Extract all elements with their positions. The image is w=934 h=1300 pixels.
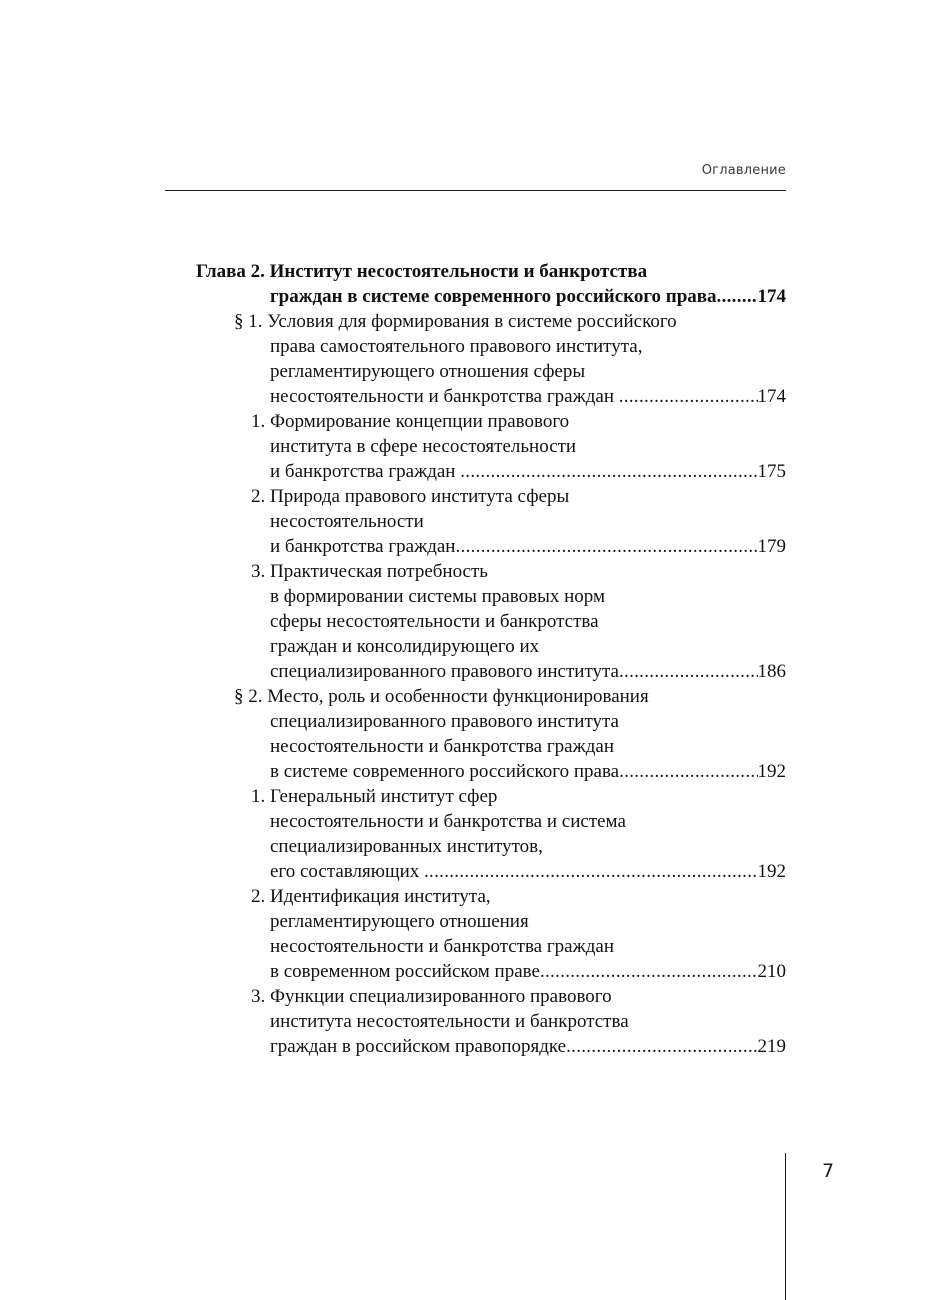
toc-line: несостоятельности и банкротства граждан bbox=[270, 736, 614, 757]
toc-entry-text: граждан в российском правопорядке bbox=[270, 1036, 567, 1057]
toc-line: института в сфере несостоятельности bbox=[270, 436, 577, 457]
toc-page-number: 175 bbox=[757, 461, 786, 482]
folio-rule bbox=[785, 1153, 786, 1300]
toc-line-last bbox=[270, 759, 786, 784]
toc-line: института несостоятельности и банкротства bbox=[270, 1011, 629, 1032]
dot-leader bbox=[424, 859, 758, 884]
dot-leader bbox=[540, 959, 758, 984]
toc-line: 3. Функции специализированного правового bbox=[251, 986, 612, 1007]
page-number: 7 bbox=[822, 1160, 835, 1182]
toc-entry-text: в современном российском праве bbox=[270, 961, 540, 982]
toc-line-last bbox=[270, 959, 786, 984]
toc-page-number: 210 bbox=[757, 961, 786, 982]
toc-entry-text: в системе современного российского права bbox=[270, 761, 620, 782]
toc-line: § 2. Место, роль и особенности функционирования bbox=[234, 686, 649, 707]
toc-line: в формировании системы правовых норм bbox=[270, 586, 605, 607]
toc-line: 1. Формирование концепции правового bbox=[251, 411, 570, 432]
toc-line: специализированных институтов, bbox=[270, 836, 543, 857]
dot-leader bbox=[619, 759, 757, 784]
toc-entry-text: специализированного правового института bbox=[270, 661, 619, 682]
toc-page-number: 174 bbox=[757, 286, 786, 307]
toc-line: регламентирующего отношения bbox=[270, 911, 529, 932]
dot-leader bbox=[619, 659, 758, 684]
dot-leader bbox=[717, 284, 758, 309]
running-head: Оглавление bbox=[701, 163, 786, 178]
toc-entry-text: и банкротства граждан bbox=[270, 461, 461, 482]
toc-line: несостоятельности и банкротства граждан bbox=[270, 936, 614, 957]
toc-page-number: 186 bbox=[757, 661, 786, 682]
toc-line: регламентирующего отношения сферы bbox=[270, 361, 586, 382]
header-rule bbox=[165, 190, 786, 191]
toc-line: права самостоятельного правового института, bbox=[270, 336, 643, 357]
toc-line-last bbox=[270, 659, 786, 684]
toc-line: § 1. Условия для формирования в системе российского bbox=[234, 311, 677, 332]
toc-entry-text: его составляющих bbox=[270, 861, 424, 882]
toc-entry-text: несостоятельности и банкротства граждан bbox=[270, 386, 619, 407]
toc-line-last bbox=[270, 459, 786, 484]
toc-entry-text: и банкротства граждан bbox=[270, 536, 456, 557]
toc-page-number: 179 bbox=[757, 536, 786, 557]
dot-leader bbox=[619, 384, 758, 409]
dot-leader bbox=[566, 1034, 757, 1059]
toc-page-number: 219 bbox=[757, 1036, 786, 1057]
toc-line-last bbox=[270, 384, 786, 409]
toc-line-last bbox=[270, 284, 786, 309]
dot-leader bbox=[460, 459, 757, 484]
toc-line-last bbox=[270, 1034, 786, 1059]
toc-line: 2. Природа правового института сферы bbox=[251, 486, 570, 507]
toc-line: несостоятельности bbox=[270, 511, 424, 532]
toc-page-number: 192 bbox=[757, 861, 786, 882]
toc-line: несостоятельности и банкротства и система bbox=[270, 811, 626, 832]
toc-line-last bbox=[270, 859, 786, 884]
toc-line: Глава 2. Институт несостоятельности и банкротства bbox=[196, 261, 648, 282]
toc-line: 2. Идентификация института, bbox=[251, 886, 491, 907]
toc-line: сферы несостоятельности и банкротства bbox=[270, 611, 599, 632]
toc-line: 3. Практическая потребность bbox=[251, 561, 488, 582]
toc-line: граждан и консолидирующего их bbox=[270, 636, 540, 657]
toc-page-number: 174 bbox=[757, 386, 786, 407]
toc-entry-text: граждан в системе современного российского права bbox=[270, 286, 717, 307]
toc-page-number: 192 bbox=[757, 761, 786, 782]
toc-line: специализированного правового института bbox=[270, 711, 619, 732]
toc-line-last bbox=[270, 534, 786, 559]
toc-line: 1. Генеральный институт сфер bbox=[251, 786, 498, 807]
dot-leader bbox=[455, 534, 757, 559]
